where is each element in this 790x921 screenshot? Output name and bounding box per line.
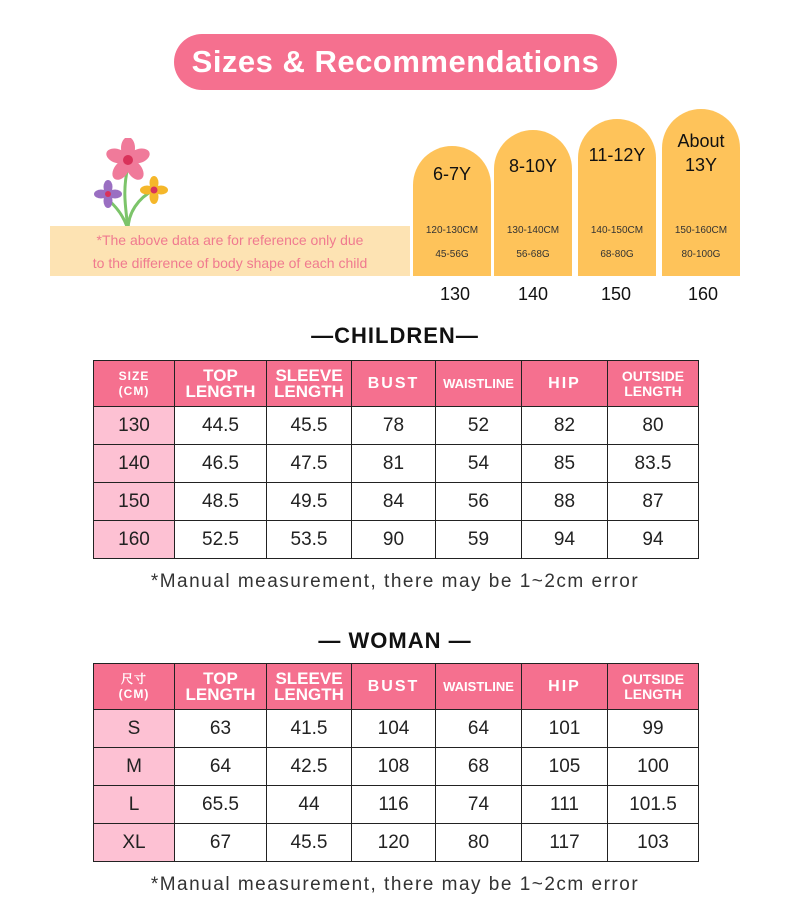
- cell-hip: 111: [522, 786, 608, 824]
- age-weight-range: 56-68G: [516, 249, 550, 260]
- cell-outside-length: 87: [608, 483, 699, 521]
- reference-note-line2: to the difference of body shape of each child: [92, 255, 368, 271]
- cell-outside-length: 99: [608, 710, 699, 748]
- header-outside-length: OUTSIDE LENGTH: [608, 664, 699, 710]
- cell-sleeve-length: 53.5: [267, 521, 352, 559]
- cell-bust: 116: [352, 786, 436, 824]
- age-height-range: 140-150CM: [590, 225, 644, 236]
- age-label-line2: 13Y: [684, 155, 718, 175]
- cell-bust: 120: [352, 824, 436, 862]
- row-size: XL: [94, 824, 175, 862]
- table-row: [94, 710, 699, 748]
- cell-top-length: 65.5: [175, 786, 267, 824]
- cell-top-length: 63: [175, 710, 267, 748]
- children-size-table: [93, 360, 699, 559]
- cell-hip: 85: [522, 445, 608, 483]
- cell-hip: 101: [522, 710, 608, 748]
- cell-sleeve-length: 45.5: [267, 407, 352, 445]
- cell-waistline: 59: [436, 521, 522, 559]
- cell-top-length: 64: [175, 748, 267, 786]
- cell-top-length: 48.5: [175, 483, 267, 521]
- cell-sleeve-length: 45.5: [267, 824, 352, 862]
- age-weight-range: 45-56G: [435, 249, 469, 260]
- cell-waistline: 54: [436, 445, 522, 483]
- age-weight-range: 68-80G: [600, 249, 634, 260]
- age-label: 11-12Y: [588, 145, 646, 165]
- header-waistline: WAISTLINE: [436, 664, 522, 710]
- flower-icon: [92, 138, 172, 230]
- cell-top-length: 52.5: [175, 521, 267, 559]
- table-row: [94, 407, 699, 445]
- cell-top-length: 67: [175, 824, 267, 862]
- age-label: 6-7Y: [432, 164, 472, 184]
- cell-outside-length: 80: [608, 407, 699, 445]
- cell-outside-length: 100: [608, 748, 699, 786]
- table-row: [94, 824, 699, 862]
- row-size: 140: [94, 445, 175, 483]
- age-height-range: 130-140CM: [506, 225, 560, 236]
- age-card-about-13y: [662, 109, 740, 276]
- cell-bust: 108: [352, 748, 436, 786]
- cell-bust: 104: [352, 710, 436, 748]
- age-height-range: 150-160CM: [674, 225, 728, 236]
- header-bust: BUST: [352, 664, 436, 710]
- cell-hip: 88: [522, 483, 608, 521]
- header-sleeve-length: SLEEVE LENGTH: [267, 361, 352, 407]
- cell-hip: 117: [522, 824, 608, 862]
- header-bust: BUST: [352, 361, 436, 407]
- children-section-title: —CHILDREN—: [311, 323, 479, 348]
- cell-waistline: 74: [436, 786, 522, 824]
- age-card-6-7y: [413, 146, 491, 276]
- header-hip: HIP: [522, 664, 608, 710]
- cell-sleeve-length: 44: [267, 786, 352, 824]
- header-hip: HIP: [522, 361, 608, 407]
- cell-outside-length: 94: [608, 521, 699, 559]
- row-size: 130: [94, 407, 175, 445]
- cell-waistline: 56: [436, 483, 522, 521]
- header-top-length: TOP LENGTH: [175, 361, 267, 407]
- age-label-line1: About: [677, 131, 725, 151]
- age-label: 8-10Y: [508, 156, 558, 176]
- header-sleeve-length: SLEEVE LENGTH: [267, 664, 352, 710]
- cell-top-length: 44.5: [175, 407, 267, 445]
- header-waistline: WAISTLINE: [436, 361, 522, 407]
- cell-bust: 81: [352, 445, 436, 483]
- page-title: Sizes & Recommendations: [174, 34, 617, 90]
- cell-sleeve-length: 49.5: [267, 483, 352, 521]
- age-label: [662, 129, 740, 177]
- header-size: SIZE (CM): [94, 361, 175, 407]
- cell-outside-length: 101.5: [608, 786, 699, 824]
- table-row: [94, 748, 699, 786]
- cell-bust: 90: [352, 521, 436, 559]
- cell-waistline: 68: [436, 748, 522, 786]
- cell-waistline: 52: [436, 407, 522, 445]
- age-card-8-10y: [494, 130, 572, 276]
- row-size: S: [94, 710, 175, 748]
- cell-bust: 78: [352, 407, 436, 445]
- row-size: 160: [94, 521, 175, 559]
- table-row: [94, 483, 699, 521]
- reference-note-line1: *The above data are for reference only due: [96, 232, 364, 248]
- cell-hip: 105: [522, 748, 608, 786]
- cell-sleeve-length: 47.5: [267, 445, 352, 483]
- cell-sleeve-length: 41.5: [267, 710, 352, 748]
- woman-section-title: — WOMAN —: [318, 628, 472, 653]
- table-header-row: [94, 361, 699, 407]
- row-size: L: [94, 786, 175, 824]
- header-outside-length: OUTSIDE LENGTH: [608, 361, 699, 407]
- cell-sleeve-length: 42.5: [267, 748, 352, 786]
- table-row: [94, 786, 699, 824]
- cell-bust: 84: [352, 483, 436, 521]
- age-size-label: 150: [600, 284, 632, 304]
- children-measurement-note: *Manual measurement, there may be 1~2cm error: [150, 571, 640, 592]
- woman-measurement-note: *Manual measurement, there may be 1~2cm error: [150, 874, 640, 895]
- header-size: 尺寸 (CM): [94, 664, 175, 710]
- table-row: [94, 445, 699, 483]
- cell-waistline: 80: [436, 824, 522, 862]
- woman-size-table: [93, 663, 699, 862]
- row-size: M: [94, 748, 175, 786]
- reference-note: [50, 229, 410, 275]
- cell-waistline: 64: [436, 710, 522, 748]
- cell-hip: 94: [522, 521, 608, 559]
- cell-top-length: 46.5: [175, 445, 267, 483]
- age-size-label: 130: [439, 284, 471, 304]
- age-size-label: 160: [687, 284, 719, 304]
- age-size-label: 140: [517, 284, 549, 304]
- cell-outside-length: 83.5: [608, 445, 699, 483]
- table-row: [94, 521, 699, 559]
- row-size: 150: [94, 483, 175, 521]
- cell-outside-length: 103: [608, 824, 699, 862]
- table-header-row: [94, 664, 699, 710]
- age-weight-range: 80-100G: [681, 249, 721, 260]
- cell-hip: 82: [522, 407, 608, 445]
- age-height-range: 120-130CM: [425, 225, 479, 236]
- header-top-length: TOP LENGTH: [175, 664, 267, 710]
- age-card-11-12y: [578, 119, 656, 276]
